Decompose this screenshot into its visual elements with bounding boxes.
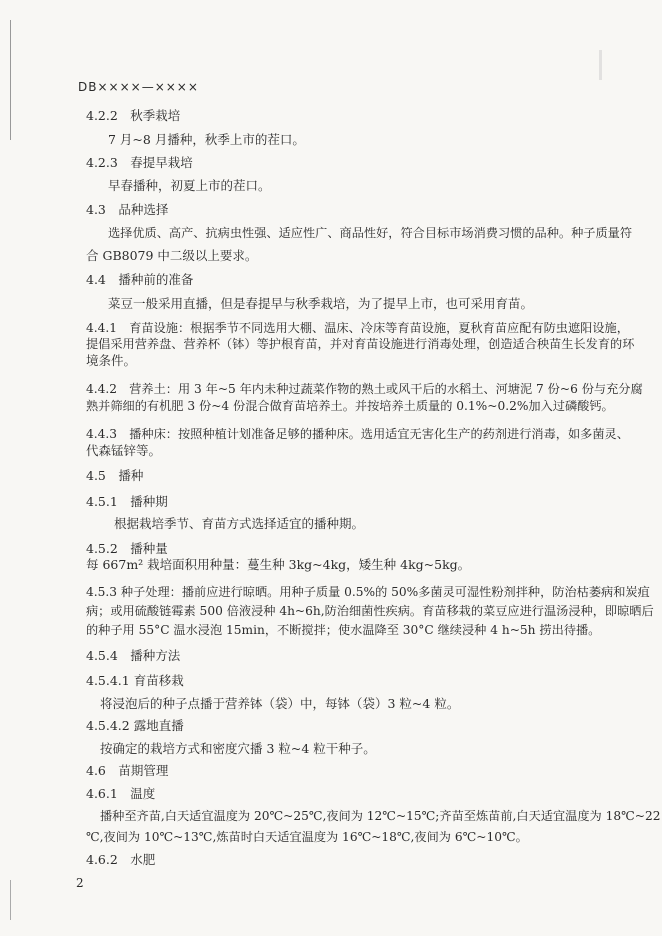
scan-edge-mark-lower xyxy=(10,880,11,920)
paragraph-line: 提倡采用营养盘、营养杯（钵）等护根育苗，并对育苗设施进行消毒处理，创造适合秧苗生长发育的环 xyxy=(86,337,635,351)
section-heading: 4.5.1 播种期 xyxy=(86,494,168,509)
paragraph-line: 早春播种，初夏上市的茬口。 xyxy=(108,178,271,193)
paragraph-line: 境条件。 xyxy=(86,353,137,368)
paragraph-line: 4.5.3 种子处理：播前应进行晾晒。用种子质量 0.5%的 50%多菌灵可湿性粉剂拌种，防治枯萎病和炭疽 xyxy=(86,585,650,599)
section-heading: 4.2.2 秋季栽培 xyxy=(86,108,181,123)
paragraph-line: 将浸泡后的种子点播于营养钵（袋）中，每钵（袋）3 粒~4 粒。 xyxy=(100,696,460,711)
paragraph-line: 菜豆一般采用直播，但是春提早与秋季栽培，为了提早上市，也可采用育苗。 xyxy=(108,296,534,311)
section-heading: 4.3 品种选择 xyxy=(86,202,169,217)
paragraph-line: 选择优质、高产、抗病虫性强、适应性广、商品性好，符合目标市场消费习惯的品种。种子质量符 xyxy=(108,226,633,240)
section-heading: 4.5.2 播种量 xyxy=(86,541,168,556)
paragraph-line: 根据栽培季节、育苗方式选择适宜的播种期。 xyxy=(114,516,365,531)
section-heading: 4.4 播种前的准备 xyxy=(86,272,194,287)
section-heading: 4.5.4.2 露地直播 xyxy=(86,718,184,733)
scan-edge-mark xyxy=(10,20,11,140)
paragraph-line: 4.4.2 营养土：用 3 年~5 年内未种过蔬菜作物的熟土或风干后的水稻土、河塘泥 7 份~6 份与充分腐 xyxy=(86,382,643,396)
scan-speck xyxy=(599,50,602,80)
paragraph-line: 4.4.3 播种床：按照种植计划准备足够的播种床。选用适宜无害化生产的药剂进行消毒，如多菌灵、 xyxy=(86,427,629,441)
paragraph-line: 的种子用 55°C 温水浸泡 15min，不断搅拌；使水温降至 30°C 继续浸种 4 h~5h 捞出待播。 xyxy=(86,623,601,637)
paragraph-line: 7 月~8 月播种，秋季上市的茬口。 xyxy=(108,132,305,147)
paragraph-line: 每 667m² 栽培面积用种量：蔓生种 3kg~4kg，矮生种 4kg~5kg。 xyxy=(86,557,471,572)
section-heading: 4.2.3 春提早栽培 xyxy=(86,155,193,170)
section-heading: 4.5.4 播种方法 xyxy=(86,648,181,663)
paragraph-line: 按确定的栽培方式和密度穴播 3 粒~4 粒干种子。 xyxy=(100,741,376,756)
page-number: 2 xyxy=(76,876,84,890)
paragraph-line: 播种至齐苗,白天适宜温度为 20℃~25℃,夜间为 12℃~15℃;齐苗至炼苗前,白天适宜温度为 18℃~22 xyxy=(100,809,661,823)
paragraph-line: 合 GB8079 中二级以上要求。 xyxy=(86,248,258,263)
section-heading: 4.5 播种 xyxy=(86,468,144,483)
section-heading: 4.6 苗期管理 xyxy=(86,763,169,778)
section-heading: 4.6.2 水肥 xyxy=(86,852,156,867)
paragraph-line: 熟并筛细的有机肥 3 份~4 份混合做育苗培养土。并按培养土质量的 0.1%~0.2%加入过磷酸钙。 xyxy=(86,399,614,413)
paragraph-line: ℃,夜间为 10℃~13℃,炼苗时白天适宜温度为 16℃~18℃,夜间为 6℃~10℃。 xyxy=(86,830,528,844)
section-heading: 4.5.4.1 育苗移栽 xyxy=(86,673,184,688)
section-heading: 4.6.1 温度 xyxy=(86,786,156,801)
paragraph-line: 病；或用硫酸链霉素 500 倍液浸种 4h~6h,防治细菌性疾病。育苗移栽的菜豆应进行温汤浸种，即晾晒后 xyxy=(86,604,654,618)
paragraph-line: 4.4.1 育苗设施：根据季节不同选用大棚、温床、冷床等育苗设施，夏秋育苗应配有防虫遮阳设施， xyxy=(86,321,629,335)
standard-header: DB××××—×××× xyxy=(78,80,199,94)
paragraph-line: 代森锰锌等。 xyxy=(86,443,162,458)
